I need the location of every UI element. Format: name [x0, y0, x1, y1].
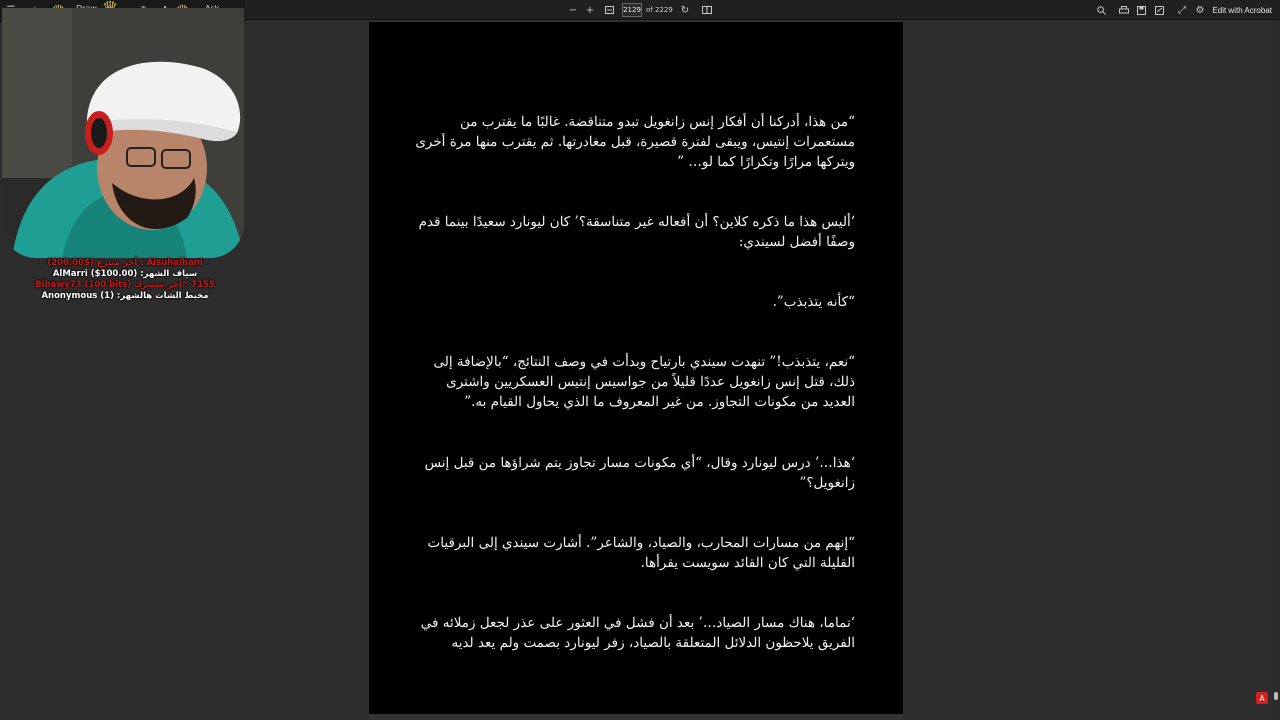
stream-alerts [0, 258, 250, 302]
zoom-in-icon[interactable]: + [585, 4, 595, 16]
save-icon[interactable] [1134, 0, 1148, 20]
save-as-icon[interactable] [1152, 0, 1166, 20]
fit-page-icon[interactable] [602, 0, 616, 20]
paragraph-2: ‘أليس هذا ما ذكره كلاين؟ أن أفعاله غير متناسقة؟’ كان ليونارد سعيدًا بينما قدم وصفًا أفضل لسيندي: [418, 214, 855, 250]
paragraph-3: “كأنه يتذبذب”. [772, 294, 855, 310]
two-page-icon[interactable] [700, 0, 714, 20]
page-number-input[interactable] [622, 3, 642, 17]
paragraph-7: ‘تماما، هناك مسار الصياد…’ بعد أن فشل في العثور على عذر لجعل زملائه في الفريق يلاحظون الدلائل المتعلقة بالصياد، زفر ليونارد بصمت ولم يعد لديه [420, 615, 855, 651]
last-donor-line: Alsuhaibani : آخر متبرع ($200.00) [47, 258, 203, 268]
top-donor-line: سياف الشهر: AlMarri ($100.00) [52, 269, 198, 279]
zoom-out-icon[interactable]: − [568, 4, 578, 16]
scroll-thumb[interactable] [1274, 692, 1278, 700]
edit-with-acrobat-button[interactable]: Edit with Acrobat [1212, 5, 1272, 15]
pdf-page [369, 22, 903, 714]
vertical-scrollbar[interactable] [1272, 20, 1280, 720]
webcam-feed [2, 8, 244, 258]
top-chatter-line: مخبط الشات هالشهر: Anonymous (1) [41, 291, 209, 301]
paragraph-1: “من هذا، أدركنا أن أفكار إنس زانغويل تبدو متناقضة. غالبًا ما يقترب من مستعمرات إنتيس، ويبقى لفترة قصيرة، قبل مغادرتها. ثم يقترب منها مرة أخرى ويتركها مرارًا وتكرارًا كما لو… ” [415, 114, 855, 170]
paragraph-4: “نعم، يتذبذب!” تنهدت سيندي بارتياح وبدأت في وصف النتائج، “بالإضافة إلى ذلك، قتل إنس زانغويل عددًا قليلاً من جواسيس إنتيس العسكريين واشترى العديد من مكونات التجاوز. من غير المعروف ما الذي يحاول القيام به.” [433, 354, 855, 410]
last-subscriber-line: 7155 : آخر مشترك Bibawy73 (100 bits) [35, 280, 215, 290]
right-viewer-background [903, 20, 1280, 720]
fullscreen-icon[interactable]: ⤢ [1178, 4, 1186, 16]
settings-icon[interactable]: ⚙ [1195, 4, 1205, 16]
search-icon[interactable] [1094, 0, 1108, 20]
paragraph-6: “إنهم من مسارات المحارب، والصياد، والشاعر”. أشارت سيندي إلى البرقيات القليلة التي كان القائد سويست يقرأها. [427, 535, 855, 571]
rotate-icon[interactable]: ↻ [680, 4, 690, 16]
print-icon[interactable] [1117, 0, 1131, 20]
page-current: 2129 [623, 6, 641, 14]
paragraph-5: ‘هذا…’ درس ليونارد وقال، “أي مكونات مسار تجاوز يتم شراؤها من قبل إنس زانغويل؟” [424, 455, 855, 491]
page-total: of 2229 [646, 6, 673, 14]
acrobat-icon[interactable]: A [1256, 692, 1268, 704]
